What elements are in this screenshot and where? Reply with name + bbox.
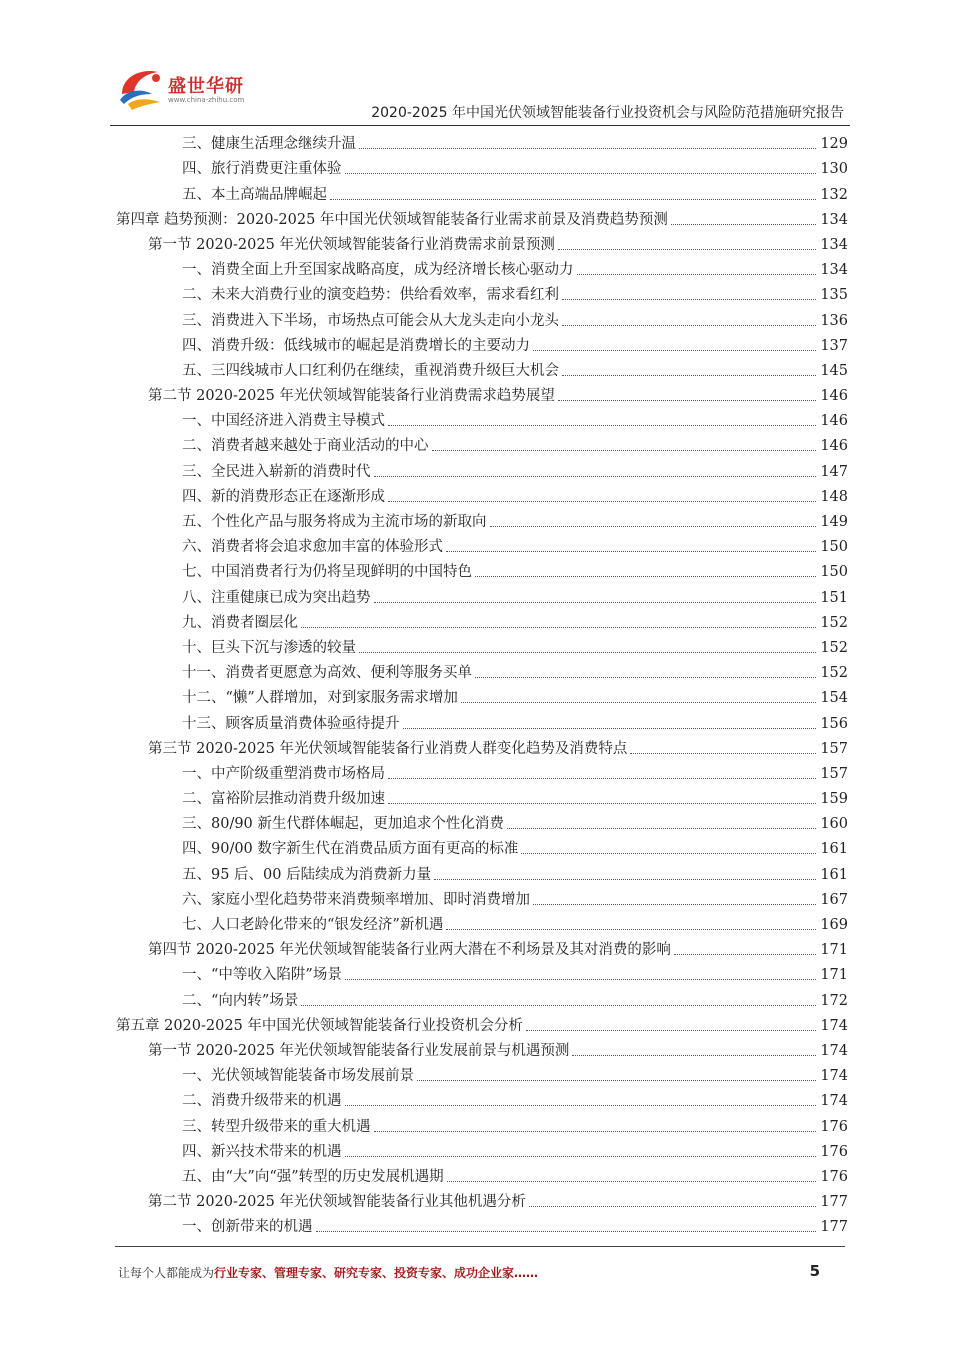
toc-dot-leader (533, 350, 816, 351)
toc-dot-leader (630, 753, 816, 754)
toc-dot-leader (572, 1055, 816, 1056)
toc-entry-page: 176 (820, 1143, 848, 1160)
toc-entry[interactable] (112, 1035, 848, 1060)
toc-entry-title: 五、本土高端品牌崛起 (182, 186, 327, 203)
toc-entry-page: 145 (820, 362, 848, 379)
toc-entry-title: 四、旅行消费更注重体验 (182, 161, 342, 178)
toc-entry-title: 五、三四线城市人口红利仍在继续，重视消费升级巨大机会 (182, 362, 559, 379)
toc-dot-leader (301, 627, 816, 628)
toc-entry-page: 134 (820, 262, 848, 279)
toc-entry[interactable] (112, 758, 848, 783)
toc-entry-page: 169 (820, 917, 848, 933)
toc-entry-page: 177 (820, 1194, 848, 1211)
toc-dot-leader (490, 526, 817, 527)
toc-entry-title: 第一节 2020-2025 年光伏领域智能装备行业消费需求前景预测 (148, 236, 555, 253)
toc-entry[interactable] (112, 1136, 848, 1161)
toc-entry-title: 四、消费升级：低线城市的崛起是消费增长的主要动力 (182, 337, 530, 354)
toc-entry-title: 三、健康生活理念继续升温 (182, 136, 356, 153)
toc-dot-leader (388, 425, 816, 426)
toc-entry[interactable] (112, 1010, 848, 1035)
toc-entry-page: 172 (820, 992, 848, 1009)
toc-dot-leader (521, 853, 816, 854)
toc-dot-leader (432, 450, 817, 451)
toc-dot-leader (526, 1030, 816, 1031)
toc-entry-title: 五、95 后、00 后陆续成为消费新力量 (182, 866, 432, 883)
toc-entry-page: 149 (820, 514, 848, 530)
toc-entry-page: 135 (820, 287, 848, 304)
toc-dot-leader (558, 249, 816, 250)
toc-entry-page: 148 (820, 488, 848, 505)
toc-entry-page: 160 (820, 816, 848, 833)
toc-entry[interactable] (112, 455, 848, 480)
toc-entry-page: 174 (820, 1017, 848, 1034)
toc-entry-page: 152 (820, 614, 848, 631)
footer-slogan (118, 1264, 828, 1281)
toc-entry-page: 134 (820, 236, 848, 253)
toc-entry[interactable] (112, 531, 848, 556)
toc-entry[interactable] (112, 858, 848, 883)
toc-entry-title: 四、新的消费形态正在逐渐形成 (182, 488, 385, 505)
toc-entry-title: 一、消费全面上升至国家战略高度，成为经济增长核心驱动力 (182, 262, 574, 279)
toc-entry-title: 三、全民进入崭新的消费时代 (182, 463, 371, 480)
toc-entry[interactable] (112, 229, 848, 254)
toc-entry-page: 167 (820, 891, 848, 908)
toc-entry[interactable] (112, 204, 848, 229)
toc-entry-title: 第四章 趋势预测：2020-2025 年中国光伏领域智能装备行业需求前景及消费趋势预测 (116, 211, 668, 228)
toc-entry[interactable] (112, 304, 848, 329)
toc-entry[interactable] (112, 657, 848, 682)
toc-entry-page: 154 (820, 690, 848, 707)
toc-entry-page: 174 (820, 1093, 848, 1110)
toc-entry-page: 146 (820, 413, 848, 430)
toc-entry-page: 150 (820, 564, 848, 581)
toc-dot-leader (562, 299, 816, 300)
toc-entry-page: 152 (820, 639, 848, 656)
toc-entry-title: 十一、消费者更愿意为高效、便利等服务买单 (182, 665, 472, 682)
toc-entry[interactable] (112, 783, 848, 808)
toc-entry-page: 150 (820, 539, 848, 556)
toc-entry-title: 五、由“大”向“强”转型的历史发展机遇期 (182, 1168, 444, 1185)
logo-text: 盛世华研 (168, 76, 244, 97)
toc-entry[interactable] (112, 1110, 848, 1135)
logo-url: www.china-zhihu.com (168, 96, 245, 104)
toc-entry-title: 三、80/90 新生代群体崛起，更加追求个性化消费 (182, 816, 504, 833)
toc-entry-title: 一、中产阶级重塑消费市场格局 (182, 765, 385, 782)
toc-dot-leader (301, 1005, 816, 1006)
toc-entry-title: 一、光伏领域智能装备市场发展前景 (182, 1068, 414, 1085)
toc-entry[interactable] (112, 153, 848, 178)
toc-entry[interactable] (112, 884, 848, 909)
toc-entry-title: 第二节 2020-2025 年光伏领域智能装备行业其他机遇分析 (148, 1194, 526, 1211)
toc-dot-leader (417, 1080, 816, 1081)
toc-entry-title: 八、注重健康已成为突出趋势 (182, 589, 371, 606)
toc-entry-title: 一、中国经济进入消费主导模式 (182, 413, 385, 430)
toc-entry[interactable] (112, 1211, 848, 1236)
header-divider (110, 125, 850, 126)
toc-entry-title: 二、消费升级带来的机遇 (182, 1093, 342, 1110)
toc-entry-title: 七、人口老龄化带来的“银发经济”新机遇 (182, 917, 444, 933)
toc-entry[interactable] (112, 808, 848, 833)
page-number: 5 (809, 1262, 820, 1280)
toc-dot-leader (674, 954, 816, 955)
toc-dot-leader (345, 173, 817, 174)
toc-entry-page: 157 (820, 765, 848, 782)
toc-entry-title: 第一节 2020-2025 年光伏领域智能装备行业发展前景与机遇预测 (148, 1042, 570, 1059)
toc-entry-page: 137 (820, 337, 848, 354)
toc-entry[interactable] (112, 405, 848, 430)
toc-entry-page: 174 (820, 1068, 848, 1085)
toc-entry[interactable] (112, 682, 848, 707)
toc-entry-page: 176 (820, 1168, 848, 1185)
toc-entry-title: 六、消费者将会追求愈加丰富的体验形式 (182, 539, 443, 556)
footer-divider (115, 1246, 845, 1247)
toc-dot-leader (529, 1206, 816, 1207)
toc-entry[interactable] (112, 1161, 848, 1186)
toc-entry-title: 七、中国消费者行为仍将呈现鲜明的中国特色 (182, 564, 472, 581)
toc-entry-page: 132 (820, 186, 848, 203)
toc-entry-page: 161 (820, 866, 848, 883)
toc-entry[interactable] (112, 733, 848, 758)
toc-entry[interactable] (112, 254, 848, 279)
toc-entry[interactable] (112, 632, 848, 657)
toc-entry[interactable] (112, 128, 848, 153)
logo-swoosh-icon (112, 64, 168, 112)
toc-dot-leader (446, 551, 816, 552)
toc-entry-title: 一、创新带来的机遇 (182, 1219, 313, 1236)
toc-entry-page: 130 (820, 161, 848, 178)
toc-entry[interactable] (112, 1186, 848, 1211)
toc-entry[interactable] (112, 909, 848, 934)
toc-entry[interactable] (112, 330, 848, 355)
company-logo (112, 64, 262, 114)
toc-entry-title: 十二、“懒”人群增加，对到家服务需求增加 (182, 690, 458, 707)
toc-entry-page: 152 (820, 665, 848, 682)
toc-entry[interactable] (112, 984, 848, 1009)
toc-dot-leader (447, 1181, 816, 1182)
toc-dot-leader (345, 979, 816, 980)
toc-dot-leader (374, 602, 817, 603)
toc-dot-leader (562, 325, 816, 326)
toc-dot-leader (507, 828, 816, 829)
toc-entry-title: 三、消费进入下半场，市场热点可能会从大龙头走向小龙头 (182, 312, 559, 329)
toc-dot-leader (388, 778, 816, 779)
toc-entry-page: 134 (820, 211, 848, 228)
toc-entry[interactable] (112, 607, 848, 632)
toc-entry[interactable] (112, 833, 848, 858)
toc-entry-title: 二、“向内转”场景 (182, 992, 299, 1009)
toc-entry-page: 176 (820, 1118, 848, 1135)
page-header (110, 62, 850, 126)
toc-entry[interactable] (112, 934, 848, 959)
toc-dot-leader (446, 929, 816, 930)
toc-entry-page: 147 (820, 463, 848, 480)
toc-entry-page: 177 (820, 1219, 848, 1236)
toc-dot-leader (359, 652, 816, 653)
toc-dot-leader (345, 1156, 817, 1157)
toc-dot-leader (533, 904, 816, 905)
toc-entry[interactable] (112, 355, 848, 380)
toc-entry[interactable] (112, 1085, 848, 1110)
table-of-contents (112, 128, 848, 1236)
toc-entry[interactable] (112, 556, 848, 581)
toc-entry-page: 146 (820, 388, 848, 405)
toc-entry-title: 二、富裕阶层推动消费升级加速 (182, 791, 385, 808)
toc-entry-page: 157 (820, 740, 848, 757)
toc-entry-page: 171 (820, 942, 848, 959)
toc-entry-title: 第五章 2020-2025 年中国光伏领域智能装备行业投资机会分析 (116, 1017, 523, 1034)
toc-entry-title: 十三、顾客质量消费体验亟待提升 (182, 715, 400, 732)
toc-entry-title: 二、消费者越来越处于商业活动的中心 (182, 438, 429, 455)
toc-entry-title: 一、“中等收入陷阱”场景 (182, 967, 342, 984)
toc-dot-leader (577, 274, 817, 275)
toc-entry-page: 159 (820, 791, 848, 808)
toc-entry-page: 151 (820, 589, 848, 606)
toc-dot-leader (434, 879, 816, 880)
toc-dot-leader (388, 803, 816, 804)
toc-entry[interactable] (112, 707, 848, 732)
toc-entry[interactable] (112, 581, 848, 606)
toc-entry[interactable] (112, 959, 848, 984)
toc-entry-title: 二、未来大消费行业的演变趋势：供给看效率，需求看红利 (182, 287, 559, 304)
toc-entry-title: 九、消费者圈层化 (182, 614, 298, 631)
toc-dot-leader (475, 677, 816, 678)
toc-entry-title: 四、新兴技术带来的机遇 (182, 1143, 342, 1160)
toc-entry-page: 136 (820, 312, 848, 329)
toc-entry[interactable] (112, 506, 848, 531)
toc-entry-page: 129 (820, 136, 848, 153)
toc-entry-title: 三、转型升级带来的重大机遇 (182, 1118, 371, 1135)
toc-entry-page: 161 (820, 841, 848, 858)
footer-slogan-lead: 让每个人都能成为 (118, 1266, 215, 1280)
toc-entry-title: 第三节 2020-2025 年光伏领域智能装备行业消费人群变化趋势及消费特点 (148, 740, 628, 757)
toc-entry[interactable] (112, 481, 848, 506)
toc-entry-page: 174 (820, 1042, 848, 1059)
toc-dot-leader (330, 199, 816, 200)
toc-entry-title: 第二节 2020-2025 年光伏领域智能装备行业消费需求趋势展望 (148, 388, 555, 405)
toc-dot-leader (359, 148, 816, 149)
toc-entry[interactable] (112, 430, 848, 455)
toc-dot-leader (562, 375, 816, 376)
toc-dot-leader (461, 702, 816, 703)
toc-dot-leader (388, 501, 816, 502)
toc-entry-title: 六、家庭小型化趋势带来消费频率增加、即时消费增加 (182, 891, 530, 908)
document-title: 2020-2025 年中国光伏领域智能装备行业投资机会与风险防范措施研究报告 (371, 105, 844, 121)
toc-dot-leader (403, 728, 817, 729)
footer-slogan-highlight: 行业专家、管理专家、研究专家、投资专家、成功企业家…… (214, 1266, 539, 1280)
toc-entry-title: 五、个性化产品与服务将成为主流市场的新取向 (182, 514, 487, 530)
toc-entry-title: 十、巨头下沉与渗透的较量 (182, 639, 356, 656)
toc-entry[interactable] (112, 178, 848, 203)
toc-dot-leader (671, 224, 816, 225)
toc-dot-leader (558, 400, 816, 401)
toc-dot-leader (345, 1105, 817, 1106)
toc-dot-leader (374, 1131, 817, 1132)
toc-dot-leader (374, 476, 817, 477)
toc-entry-page: 171 (820, 967, 848, 984)
toc-entry-title: 四、90/00 数字新生代在消费品质方面有更高的标准 (182, 841, 519, 858)
toc-dot-leader (316, 1231, 817, 1232)
toc-entry[interactable] (112, 1060, 848, 1085)
toc-entry[interactable] (112, 380, 848, 405)
toc-entry-title: 第四节 2020-2025 年光伏领域智能装备行业两大潜在不利场景及其对消费的影响 (148, 942, 671, 959)
toc-entry-page: 146 (820, 438, 848, 455)
toc-dot-leader (475, 576, 816, 577)
toc-entry-page: 156 (820, 715, 848, 732)
toc-entry[interactable] (112, 279, 848, 304)
